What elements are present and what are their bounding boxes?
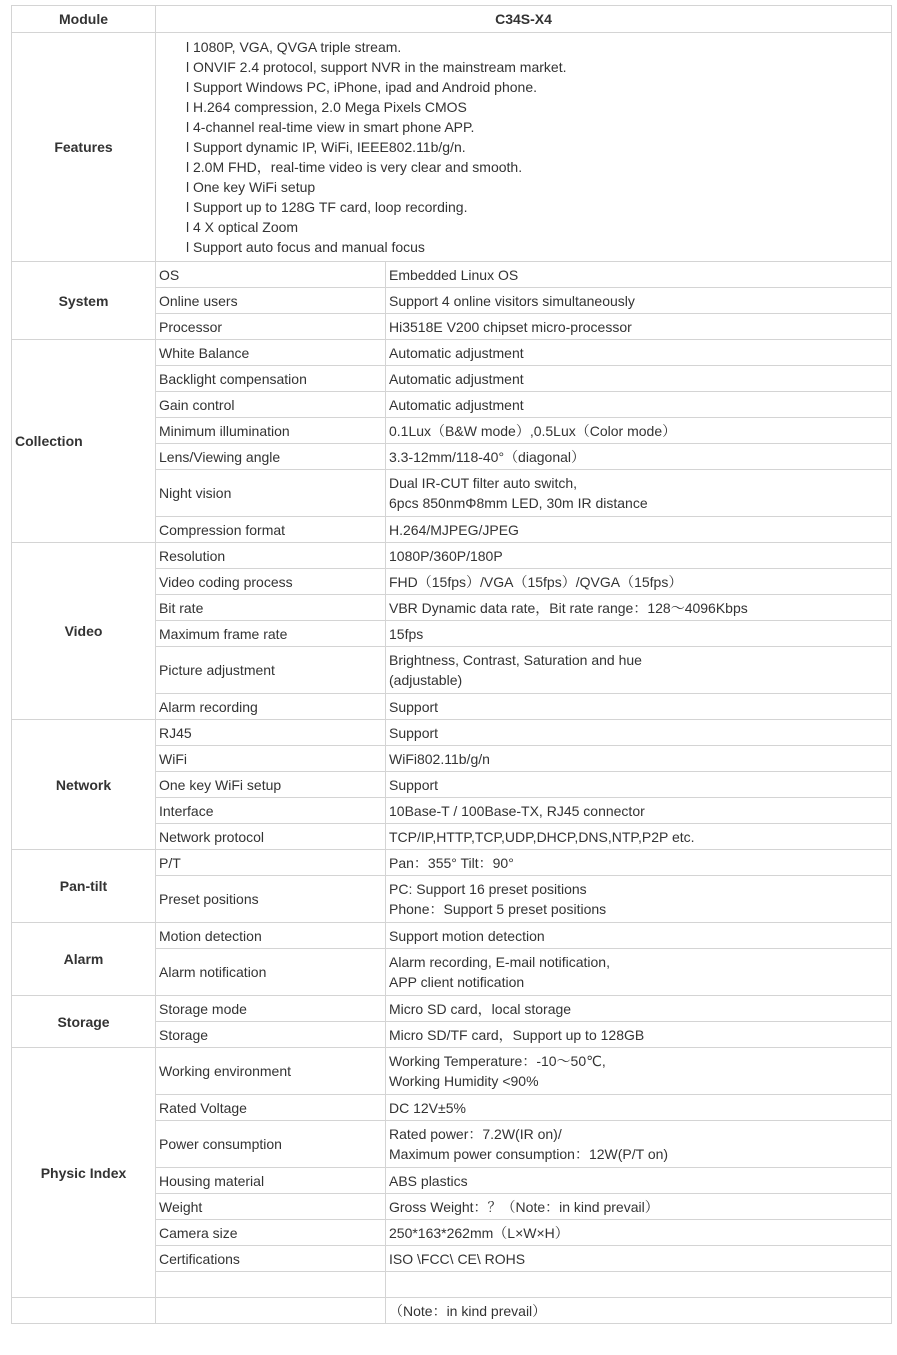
spec-name: Minimum illumination [156, 418, 386, 444]
spec-name: OS [156, 262, 386, 288]
blank-cell [156, 1272, 386, 1298]
feature-item: l 4-channel real-time view in smart phone APP. [186, 119, 475, 135]
feature-item: l Support dynamic IP, WiFi, IEEE802.11b/g/n. [186, 139, 466, 155]
spec-value-line: 1080P/360P/180P [389, 547, 503, 564]
blank-cell [156, 1298, 386, 1324]
spec-value [386, 923, 892, 949]
spec-value [386, 647, 892, 694]
spec-value-line: FHD（15fps）/VGA（15fps）/QVGA（15fps） [389, 573, 683, 590]
spec-value-line: Automatic adjustment [389, 370, 524, 387]
spec-value-line: Phone：Support 5 preset positions [389, 901, 607, 917]
spec-name: One key WiFi setup [156, 772, 386, 798]
spec-name: RJ45 [156, 720, 386, 746]
spec-value-line: VBR Dynamic data rate，Bit rate range：128～4096Kbps [389, 599, 748, 616]
spec-value-line: Brightness, Contrast, Saturation and hue [389, 652, 642, 668]
spec-value [386, 746, 892, 772]
spec-value [386, 517, 892, 543]
spec-value-line: 15fps [389, 625, 424, 642]
storage-row [12, 996, 892, 1022]
feature-item: l One key WiFi setup [186, 179, 316, 195]
spec-name: Storage [156, 1022, 386, 1048]
spec-name: Certifications [156, 1246, 386, 1272]
spec-value-line: ABS plastics [389, 1172, 468, 1189]
spec-name: Backlight compensation [156, 366, 386, 392]
feature-item: l 1080P, VGA, QVGA triple stream. [186, 39, 402, 55]
features-label: Features [12, 33, 156, 262]
module-header: Module [12, 6, 156, 33]
spec-name: Lens/Viewing angle [156, 444, 386, 470]
spec-name: Interface [156, 798, 386, 824]
spec-value [386, 569, 892, 595]
spec-name: Working environment [156, 1048, 386, 1095]
collection-row [12, 340, 892, 366]
feature-item: l 2.0M FHD，real-time video is very clear and smooth. [186, 159, 523, 175]
spec-value-line: Rated power：7.2W(IR on)/ [389, 1126, 562, 1142]
footer-note: （Note：in kind prevail） [386, 1298, 892, 1324]
spec-name: Night vision [156, 470, 386, 517]
spec-value-line: Maximum power consumption：12W(P/T on) [389, 1146, 669, 1162]
spec-name: Weight [156, 1194, 386, 1220]
spec-value-line: Support [389, 698, 439, 715]
spec-value-line: Micro SD card，local storage [389, 1000, 572, 1017]
model-header: C34S-X4 [156, 6, 892, 33]
spec-value-line: 10Base-T / 100Base-TX, RJ45 connector [389, 802, 645, 819]
spec-name: Network protocol [156, 824, 386, 850]
blank-cell [386, 1272, 892, 1298]
spec-name: Preset positions [156, 876, 386, 923]
spec-value-line: Working Temperature：-10～50℃, [389, 1053, 606, 1069]
spec-name: White Balance [156, 340, 386, 366]
feature-item: l ONVIF 2.4 protocol, support NVR in the mainstream market. [186, 59, 567, 75]
spec-name: Power consumption [156, 1121, 386, 1168]
spec-name: Bit rate [156, 595, 386, 621]
spec-name: Video coding process [156, 569, 386, 595]
spec-value-line: Support 4 online visitors simultaneously [389, 292, 635, 309]
spec-value [386, 366, 892, 392]
spec-table [11, 5, 892, 1324]
spec-value-line: 0.1Lux（B&W mode）,0.5Lux（Color mode） [389, 422, 677, 439]
physic-label: Physic Index [12, 1048, 156, 1298]
spec-value-line: 6pcs 850nmΦ8mm LED, 30m IR distance [389, 495, 648, 511]
pantilt-row [12, 850, 892, 876]
spec-value-line: Automatic adjustment [389, 396, 524, 413]
spec-name: Picture adjustment [156, 647, 386, 694]
spec-name: Processor [156, 314, 386, 340]
blank-cell [12, 1298, 156, 1324]
spec-value [386, 543, 892, 569]
spec-value [386, 694, 892, 720]
spec-value-line: 250*163*262mm（L×W×H） [389, 1224, 569, 1241]
network-row [12, 720, 892, 746]
spec-value-line: Micro SD/TF card，Support up to 128GB [389, 1026, 645, 1043]
spec-value [386, 850, 892, 876]
spec-value [386, 470, 892, 517]
spec-value-line: Gross Weight：？（Note：in kind prevail） [389, 1198, 659, 1215]
spec-value [386, 621, 892, 647]
video-label: Video [12, 543, 156, 720]
spec-name: Alarm recording [156, 694, 386, 720]
spec-value [386, 798, 892, 824]
features-list [156, 33, 892, 262]
spec-value [386, 876, 892, 923]
spec-value-line: Automatic adjustment [389, 344, 524, 361]
physic-row [12, 1048, 892, 1095]
spec-value-line: ISO \FCC\ CE\ ROHS [389, 1250, 526, 1267]
spec-value [386, 1194, 892, 1220]
spec-name: Online users [156, 288, 386, 314]
spec-name: Maximum frame rate [156, 621, 386, 647]
spec-value-line: Support [389, 724, 439, 741]
spec-value-line: Support [389, 776, 439, 793]
spec-name: Motion detection [156, 923, 386, 949]
spec-value-line: APP client notification [389, 974, 525, 990]
spec-name: Compression format [156, 517, 386, 543]
spec-value [386, 1095, 892, 1121]
header-row [12, 6, 892, 33]
spec-value [386, 314, 892, 340]
spec-name: Camera size [156, 1220, 386, 1246]
spec-value [386, 418, 892, 444]
system-row [12, 262, 892, 288]
spec-value [386, 595, 892, 621]
spec-name: Rated Voltage [156, 1095, 386, 1121]
footer-row [12, 1298, 892, 1324]
spec-value-line: H.264/MJPEG/JPEG [389, 521, 519, 538]
spec-value [386, 288, 892, 314]
spec-value [386, 1121, 892, 1168]
feature-item: l Support up to 128G TF card, loop recording. [186, 199, 468, 215]
video-row [12, 543, 892, 569]
spec-value-line: PC: Support 16 preset positions [389, 881, 587, 897]
spec-name: Storage mode [156, 996, 386, 1022]
spec-value [386, 392, 892, 418]
spec-value [386, 1220, 892, 1246]
alarm-label: Alarm [12, 923, 156, 996]
feature-item: l 4 X optical Zoom [186, 219, 299, 235]
spec-name: Alarm notification [156, 949, 386, 996]
spec-name: P/T [156, 850, 386, 876]
spec-value [386, 824, 892, 850]
spec-value-line: (adjustable) [389, 672, 463, 688]
feature-item: l Support auto focus and manual focus [186, 239, 425, 255]
spec-name: Housing material [156, 1168, 386, 1194]
spec-value [386, 949, 892, 996]
spec-value-line: Working Humidity <90% [389, 1073, 539, 1089]
spec-value-line: Embedded Linux OS [389, 266, 519, 283]
feature-item: l H.264 compression, 2.0 Mega Pixels CMOS [186, 99, 467, 115]
spec-name: WiFi [156, 746, 386, 772]
collection-label: Collection [12, 340, 156, 543]
spec-name: Gain control [156, 392, 386, 418]
spec-value [386, 262, 892, 288]
spec-value-line: Dual IR-CUT filter auto switch, [389, 475, 578, 491]
spec-value [386, 340, 892, 366]
spec-value [386, 1246, 892, 1272]
spec-value-line: Support motion detection [389, 927, 545, 944]
spec-value-line: DC 12V±5% [389, 1099, 466, 1116]
spec-value [386, 444, 892, 470]
network-label: Network [12, 720, 156, 850]
spec-value [386, 1022, 892, 1048]
spec-name: Resolution [156, 543, 386, 569]
spec-table-body [12, 6, 892, 1324]
spec-value [386, 996, 892, 1022]
spec-value [386, 1048, 892, 1095]
spec-value [386, 1168, 892, 1194]
spec-value [386, 772, 892, 798]
spec-value-line: Pan：355° Tilt：90° [389, 854, 514, 871]
features-row [12, 33, 892, 262]
storage-label: Storage [12, 996, 156, 1048]
alarm-row [12, 923, 892, 949]
feature-item: l Support Windows PC, iPhone, ipad and Android phone. [186, 79, 538, 95]
spec-value [386, 720, 892, 746]
system-label: System [12, 262, 156, 340]
spec-value-line: 3.3-12mm/118-40°（diagonal） [389, 448, 585, 465]
spec-value-line: TCP/IP,HTTP,TCP,UDP,DHCP,DNS,NTP,P2P etc. [389, 828, 695, 845]
pantilt-label: Pan-tilt [12, 850, 156, 923]
spec-value-line: WiFi802.11b/g/n [389, 750, 490, 767]
spec-value-line: Hi3518E V200 chipset micro-processor [389, 318, 632, 335]
spec-value-line: Alarm recording, E-mail notification, [389, 954, 610, 970]
